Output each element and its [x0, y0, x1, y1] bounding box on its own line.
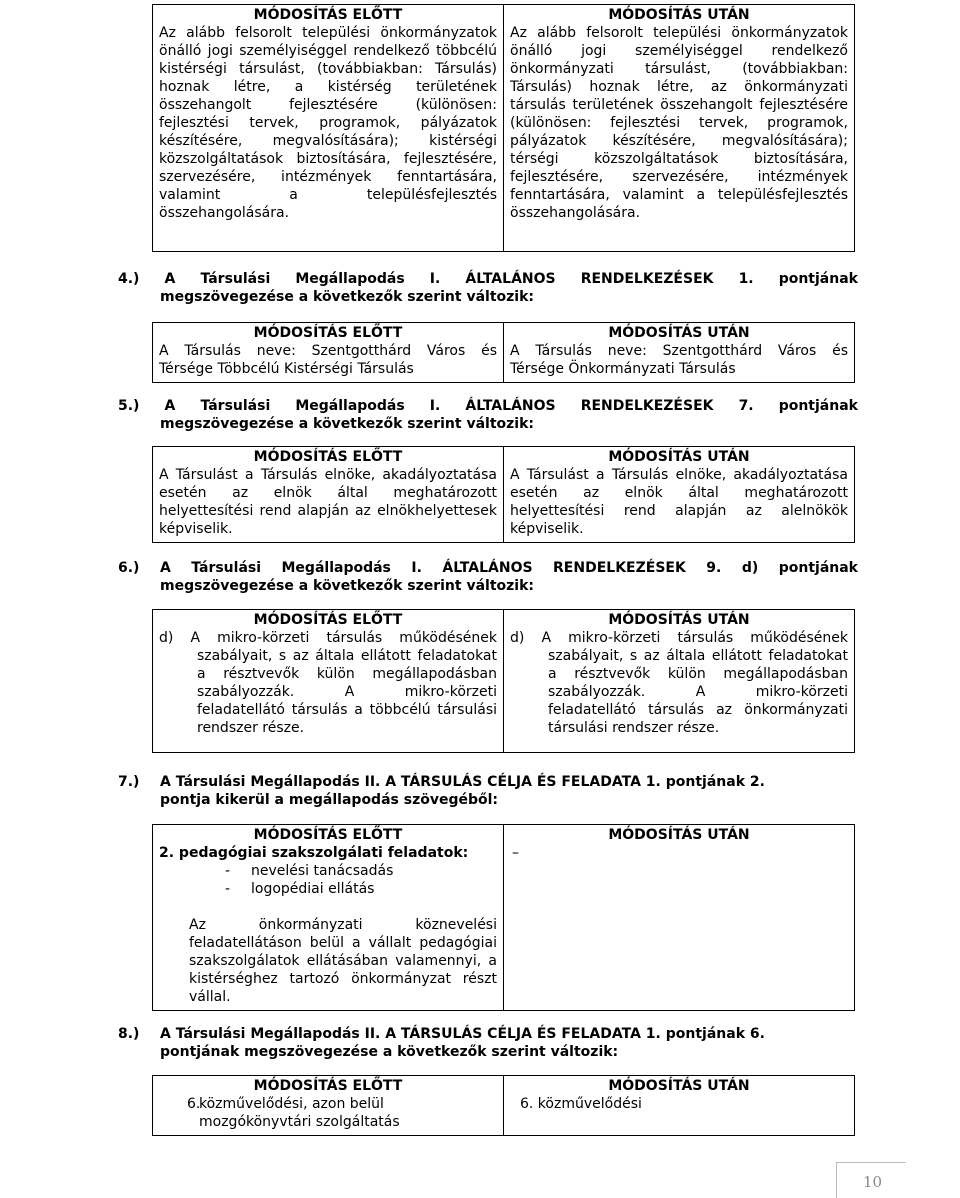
- before-text: A Társulás neve: Szentgotthárd Város és Térsége Többcélú Kistérségi Társulás: [159, 343, 497, 377]
- heading-word: A: [164, 271, 176, 287]
- heading-word: Társulási: [200, 271, 271, 287]
- heading-line-2: pontja kikerül a megállapodás szövegéből:: [160, 792, 499, 808]
- comparison-table-7: [152, 824, 855, 1011]
- after-header: MÓDOSÍTÁS UTÁN: [608, 1078, 750, 1094]
- heading-line-2: megszövegezése a következők szerint változik:: [160, 289, 535, 305]
- section-number: 7.): [118, 774, 140, 790]
- section-number: 8.): [118, 1026, 140, 1042]
- heading-word: Társulási: [200, 398, 271, 414]
- before-list: [159, 862, 497, 898]
- after-text: d) A mikro-körzeti társulás működésének szabályait, s az általa ellátott feladatokat a résztvevők külön megállapodásban szabályozzák. A mikro-körzeti feladatellátó társulás az önkormányzati társulási rendszer része.: [510, 630, 848, 736]
- before-cell: [153, 5, 504, 252]
- before-header: MÓDOSÍTÁS ELŐTT: [253, 827, 403, 843]
- after-text: 6. közművelődési: [520, 1096, 642, 1112]
- list-item: - logopédiai ellátás: [225, 881, 375, 897]
- before-cell: [153, 323, 504, 383]
- section-number: 6.): [118, 560, 140, 576]
- section-number: 5.): [118, 398, 140, 414]
- page-number: 10: [836, 1162, 906, 1198]
- after-header: MÓDOSÍTÁS UTÁN: [608, 325, 750, 341]
- heading-word: I.: [411, 560, 422, 576]
- section-8-heading: [118, 1025, 858, 1061]
- before-text: d) A mikro-körzeti társulás működésének szabályait, s az általa ellátott feladatokat a résztvevők külön megállapodásban szabályozzák. A mikro-körzeti feladatellátó társulás a többcélú társulási rendszer része.: [159, 630, 497, 736]
- heading-word: I.: [429, 398, 441, 414]
- before-text: közművelődési, azon belül mozgókönyvtári szolgáltatás: [199, 1096, 400, 1130]
- before-cell: [153, 447, 504, 543]
- heading-word: 7.: [738, 398, 754, 414]
- after-cell: [504, 323, 855, 383]
- after-cell: [504, 5, 855, 252]
- after-cell: [504, 610, 855, 753]
- after-cell: [504, 1076, 855, 1136]
- after-cell: [504, 825, 855, 1011]
- after-text: –: [512, 845, 519, 861]
- before-header: MÓDOSÍTÁS ELŐTT: [253, 325, 403, 341]
- before-cell: [153, 610, 504, 753]
- section-7-heading: [118, 773, 858, 809]
- heading-word: Megállapodás: [295, 271, 405, 287]
- after-text: A Társulást a Társulás elnöke, akadályoztatása esetén az elnök által meghatározott helyettesítési rend alapján az alelnökök képviselik.: [510, 467, 848, 537]
- after-header: MÓDOSÍTÁS UTÁN: [608, 7, 750, 23]
- heading-word: ÁLTALÁNOS: [442, 560, 533, 576]
- comparison-table-5: [152, 446, 855, 543]
- heading-word: 1.: [738, 271, 754, 287]
- item-number: 6.: [187, 1096, 201, 1112]
- heading-word: ÁLTALÁNOS: [465, 271, 556, 287]
- heading-word: pontjának: [778, 398, 858, 414]
- heading-word: RENDELKEZÉSEK: [580, 398, 714, 414]
- before-item: [159, 1095, 497, 1131]
- heading-line-2: megszövegezése a következők szerint változik:: [160, 416, 535, 432]
- heading-word: A: [159, 560, 171, 576]
- before-text: A Társulást a Társulás elnöke, akadályoztatása esetén az elnök által meghatározott helyettesítési rend alapján az elnökhelyettesek képviselik.: [159, 467, 497, 537]
- heading-word: Megállapodás: [295, 398, 405, 414]
- before-text: Az alább felsorolt települési önkormányzatok önálló jogi személyiséggel rendelkező többcélú kistérségi társulást, (továbbiakban: Társulás) hoznak létre, a kistérség területének összehangolt fejlesztésére (különösen: fejlesztési tervek, programok, pályázatok készítésére, megvalósítására); kistérségi közszolgáltatások biztosítására, fejlesztésére, szervezésére, intézmények fenntartására, valamint a településfejlesztés összehangolására.: [159, 25, 497, 221]
- before-cell: [153, 825, 504, 1011]
- after-header: MÓDOSÍTÁS UTÁN: [608, 449, 750, 465]
- comparison-table-1: [152, 4, 855, 252]
- section-number: 4.): [118, 271, 140, 287]
- after-header: MÓDOSÍTÁS UTÁN: [608, 827, 750, 843]
- heading-line-1: A Társulási Megállapodás II. A TÁRSULÁS CÉLJA ÉS FELADATA 1. pontjának 6.: [160, 1026, 765, 1042]
- heading-word: d): [741, 560, 759, 576]
- after-header: MÓDOSÍTÁS UTÁN: [608, 612, 750, 628]
- heading-line-2: megszövegezése a következők szerint változik:: [160, 578, 535, 594]
- before-header: MÓDOSÍTÁS ELŐTT: [253, 7, 403, 23]
- after-text: Az alább felsorolt települési önkormányzatok önálló jogi személyiséggel rendelkező önkormányzati társulást, (továbbiakban: Társulás) hoznak létre, az önkormányzati társulás területének összehangolt fejlesztésére (különösen: fejlesztési tervek, programok, pályázatok készítésére, megvalósítására); térségi közszolgáltatások biztosítására, fejlesztésére, szervezésére, intézmények fenntartására, valamint a településfejlesztés összehangolására.: [510, 25, 848, 221]
- heading-line-1: A Társulási Megállapodás II. A TÁRSULÁS CÉLJA ÉS FELADATA 1. pontjának 2.: [160, 774, 765, 790]
- comparison-table-8: [152, 1075, 855, 1136]
- heading-word: RENDELKEZÉSEK: [580, 271, 714, 287]
- section-4-heading: [118, 270, 858, 306]
- heading-word: Megállapodás: [281, 560, 391, 576]
- heading-word: I.: [429, 271, 441, 287]
- heading-word: Társulási: [191, 560, 262, 576]
- before-paragraph: Az önkormányzati köznevelési feladatellátáson belül a vállalt pedagógiai szakszolgálatok ellátásában valamennyi, a kistérséghez tartozó önkormányzat részt vállal.: [189, 917, 497, 1005]
- before-cell: [153, 1076, 504, 1136]
- heading-word: ÁLTALÁNOS: [465, 398, 556, 414]
- heading-word: pontjának: [778, 560, 858, 576]
- before-header: MÓDOSÍTÁS ELŐTT: [253, 612, 403, 628]
- heading-word: RENDELKEZÉSEK: [553, 560, 686, 576]
- before-header: MÓDOSÍTÁS ELŐTT: [253, 1078, 403, 1094]
- heading-word: pontjának: [778, 271, 858, 287]
- section-5-heading: [118, 397, 858, 433]
- after-cell: [504, 447, 855, 543]
- heading-word: A: [164, 398, 176, 414]
- list-item: - nevelési tanácsadás: [225, 863, 394, 879]
- comparison-table-6: [152, 609, 855, 753]
- section-6-heading: [118, 559, 858, 595]
- after-text: A Társulás neve: Szentgotthárd Város és Térsége Önkormányzati Társulás: [510, 343, 848, 377]
- heading-word: 9.: [706, 560, 722, 576]
- before-header: MÓDOSÍTÁS ELŐTT: [253, 449, 403, 465]
- heading-line-2: pontjának megszövegezése a következők szerint változik:: [160, 1044, 619, 1060]
- comparison-table-4: [152, 322, 855, 383]
- before-title: 2. pedagógiai szakszolgálati feladatok:: [159, 845, 469, 861]
